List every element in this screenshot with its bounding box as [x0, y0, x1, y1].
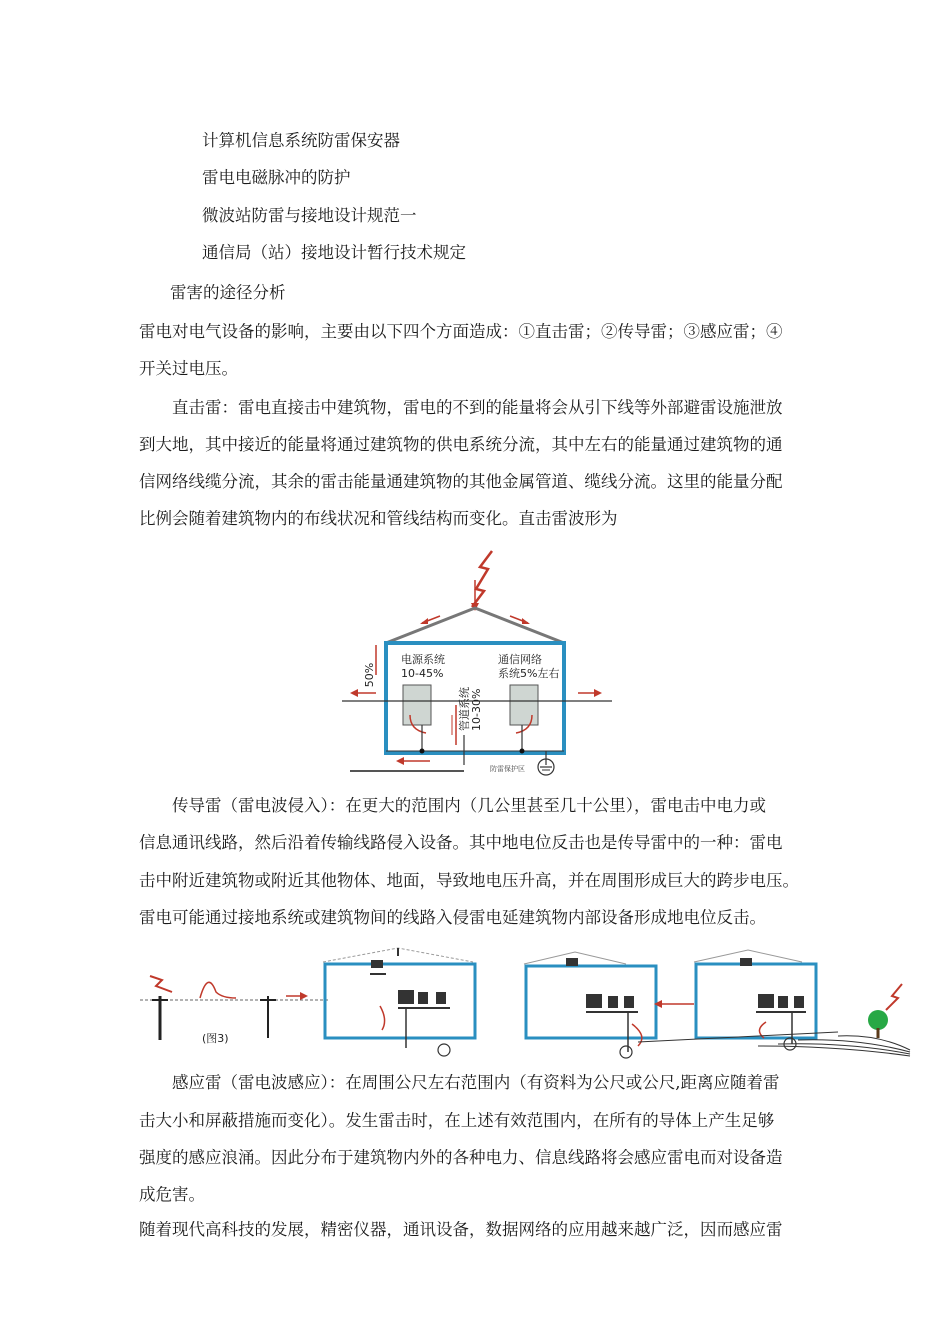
- paragraph-line: 到大地，其中接近的能量将通过建筑物的供电系统分流，其中左右的能量通过建筑物的通: [139, 435, 783, 454]
- paragraph-line: 随着现代高科技的发展，精密仪器，通讯设备，数据网络的应用越来越广泛，因而感应雷: [139, 1220, 783, 1239]
- reference-item: 计算机信息系统防雷保安器: [202, 131, 400, 150]
- surge-waveform: [200, 982, 236, 998]
- reference-item: 微波站防雷与接地设计规范一: [202, 206, 417, 225]
- pct-50-label: 50%: [363, 662, 376, 688]
- power-pct-label: 10-45%: [401, 667, 444, 680]
- reference-item: 雷电电磁脉冲的防护: [202, 168, 351, 187]
- ground-icon: [438, 1044, 450, 1056]
- direct-lightning-diagram: [340, 545, 620, 781]
- lightning-bolt-icon: [886, 984, 902, 1010]
- figure-label: (图3): [202, 1032, 229, 1045]
- roof-line: [386, 608, 564, 643]
- section-heading: 雷害的途径分析: [170, 283, 286, 302]
- paragraph-line: 传导雷（雷电波侵入）：在更大的范围内（几公里甚至几十公里），雷电击中电力或: [172, 796, 766, 815]
- paragraph-line: 成危害。: [139, 1185, 205, 1204]
- paragraph-line: 雷电对电气设备的影响，主要由以下四个方面造成：①直击雷；②传导雷；③感应雷；④: [139, 322, 783, 341]
- ground-icon: [620, 1046, 632, 1058]
- paragraph-line: 击大小和屏蔽措施而变化）。发生雷击时，在上述有效范围内，在所有的导体上产生足够: [139, 1111, 775, 1130]
- paragraph-line: 信网络线缆分流，其余的雷击能量通建筑物的其他金属管道、缆线分流。这里的能量分配: [139, 472, 783, 491]
- equipment-icon: [398, 990, 414, 1004]
- comm-label-1: 通信网络: [498, 653, 542, 666]
- equipment-icon: [758, 994, 774, 1008]
- conducted-lightning-diagram: [138, 940, 913, 1060]
- lightning-bolt-icon: [150, 976, 172, 992]
- paragraph-line: 比例会随着建筑物内的布线状况和管线结构而变化。直击雷波形为: [139, 509, 618, 528]
- pipe-pct-label: 10-30%: [470, 688, 483, 731]
- equipment-icon: [586, 994, 602, 1008]
- paragraph-line: 雷电可能通过接地系统或建筑物间的线路入侵雷电延建筑物内部设备形成地电位反击。: [139, 908, 766, 927]
- comm-device: [510, 685, 538, 725]
- comm-label-2: 系统5%左右: [498, 667, 560, 680]
- paragraph-line: 击中附近建筑物或附近其他物体、地面，导致地电压升高，并在周围形成巨大的跨步电压。: [139, 871, 799, 890]
- paragraph-line: 直击雷：雷电直接击中建筑物，雷电的不到的能量将会从引下线等外部避雷设施泄放: [172, 398, 783, 417]
- power-system-label: 电源系统: [401, 653, 445, 666]
- tree-icon: [868, 1010, 888, 1030]
- figure-caption: 防雷保护区: [490, 765, 525, 773]
- reference-item: 通信局（站）接地设计暂行技术规定: [202, 243, 466, 262]
- paragraph-line: 信息通讯线路，然后沿着传输线路侵入设备。其中地电位反击也是传导雷中的一种：雷电: [139, 833, 783, 852]
- power-device: [403, 685, 431, 725]
- paragraph-line: 感应雷（雷电波感应）：在周围公尺左右范围内（有资料为公尺或公尺,距离应随着雷: [172, 1073, 780, 1092]
- paragraph-line: 开关过电压。: [139, 359, 238, 378]
- pipe-label: 管道系统: [458, 687, 471, 731]
- paragraph-line: 强度的感应浪涌。因此分布于建筑物内外的各种电力、信息线路将会感应雷电而对设备造: [139, 1148, 783, 1167]
